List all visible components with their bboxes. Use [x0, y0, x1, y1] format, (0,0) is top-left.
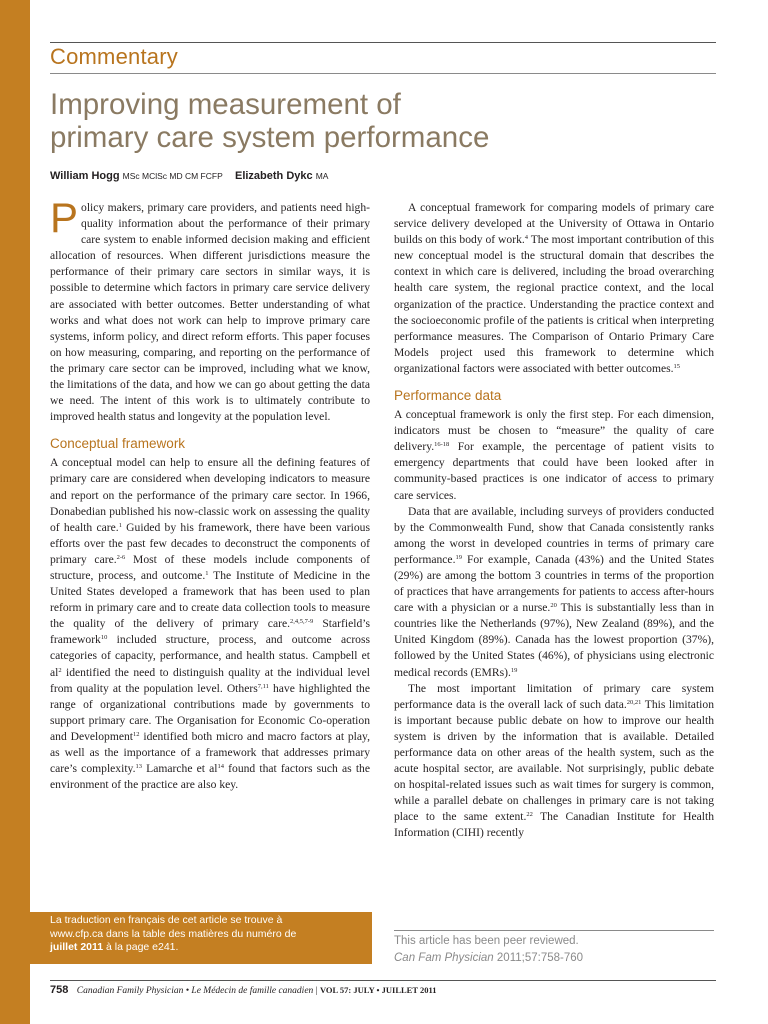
title-line-1: Improving measurement of — [50, 88, 401, 121]
left-column — [50, 194, 370, 793]
author-credentials: MSc MClSc MD CM FCFP — [122, 171, 223, 181]
body-paragraph: A conceptual model can help to ensure all the defining features of primary care are considered when developing indicators to measure and report on the performance of the primary care sector. In 1966, Donabedian published his now-classic work on assessing the quality of health care.$^1$ Guided by his framework, there have been various efforts over the past few decades to deconstruct the components of primary care.$^{2-6}$ Most of these models include components of structure, process, and outcome.$^1$ The Institute of Medicine in the United States developed a framework that has been used to plan reform in primary care and to create data collection tools to measure the quality of the delivery of primary care.$^{2,4,5,7-9}$ Starfield’s framework$^{10}$ included structure, process, and outcome across categories of capacity, performance, and health status. Campbell et $al^2$ identified the need to distinguish quality at the individual level from quality at the population level. Others$^{7,11}$ have highlighted the range of organizational contributions made by governments to support primary care. The Organisation for Economic Co-operation and Development$^{12}$ identified both micro and macro factors at play, as well as the importance of a framework that addresses primary care’s complexity.$^{13}$ Lamarche et $al^{14}$ found that factors such as the environment of the practice are also key. — [50, 456, 370, 792]
footer-rule — [50, 980, 716, 981]
drop-cap: P — [50, 194, 79, 241]
author-name: William Hogg — [50, 170, 120, 182]
top-rule — [50, 42, 716, 43]
body-paragraph: Data that are available, including surveys of providers conducted by the Commonwealth Fund, show that Canada consistently ranks among the worst in developed countries in terms of primary care performance.$^{19}$ For example, Canada (43%) and the United States (29%) are among the bottom 3 countries in terms of the proportion of practices that have arrangements for patients to access after-hours care with a physician or a nurse.$^{20}$ This is substantially less than in countries like the Netherlands (97%), New Zealand (89%), and the United Kingdom (89%). Canada has the lowest proportion (37%), followed by the United States (46%), of physicians using electronic medical records (EMRs).$^{19}$ — [394, 504, 714, 679]
section-rule — [50, 73, 716, 74]
page-footer: 758 Canadian Family Physician • Le Médecin de famille canadien | VOL 57: JULY • JUILLET 2011 — [50, 984, 437, 996]
body-paragraph: A conceptual framework is only the first step. For each dimension, indicators must be chosen to “measure” the quality of care delivery.$^{16-18}$ For example, the percentage of patient visits to emergency departments that could have been looked after in community-based practices is one indicator of access to primary care services. — [394, 408, 714, 502]
heading-conceptual-framework: Conceptual framework — [50, 436, 186, 452]
heading-performance-data: Performance data — [394, 388, 502, 404]
author-line — [50, 170, 328, 182]
page-number: 758 — [50, 984, 69, 996]
journal-name: Can Fam Physician — [394, 952, 494, 964]
section-label: Commentary — [50, 44, 178, 69]
footer-volume: VOL 57: JULY • JUILLET 2011 — [319, 985, 437, 995]
footer-journal: Canadian Family Physician • Le Médecin de famille canadien — [76, 986, 314, 996]
intro-paragraph: Policy makers, primary care providers, and patients need high-quality information about the performance of their primary care system to enable informed decision making and efficient allocation of resources. When different jurisdictions measure the performance of their primary care sectors in similar ways, it is possible to determine which factors in primary care service delivery are associated with better outcomes. Better understanding of what works and what does not work can help to improve primary care systems, inform policy, and direct reform efforts. This paper focuses on how measuring, comparing, and reporting on the performance of the primary care sector can be improved, including what we know, the limitations of the data, and how we can go about getting the data we need. The intent of this work is to ultimately contribute to improved health status and longevity at the population level. — [50, 194, 370, 424]
peer-review-note: This article has been peer reviewed. Can Fam Physician 2011;57:758-760 — [394, 930, 714, 967]
author-credentials: MA — [315, 171, 329, 181]
right-column — [394, 200, 714, 842]
accent-sidebar — [0, 0, 30, 1024]
french-translation-note: La traduction en français de cet article se trouve à www.cfp.ca dans la table des matières du numéro de juillet 2011 à la page e241. — [30, 912, 372, 964]
author-name: Elizabeth Dykc — [234, 170, 313, 182]
title-line-2: primary care system performance — [50, 121, 490, 154]
article-title — [50, 88, 730, 154]
body-paragraph: A conceptual framework for comparing models of primary care service delivery developed at the University of Ottawa in Ontario builds on this body of work.$^4$ The most important contribution of this new conceptual model is the structural domain that describes the context in which care is delivered, including the broad overarching health care system, the regional practice context, and the local organization of the practice. Understanding the practice context and the socioeconomic profile of the patients is critical when interpreting performance measures. The Comparison of Ontario Primary Care Models project used this framework to determine which organizational factors were associated with better outcomes.$^{15}$ — [394, 201, 714, 375]
body-paragraph: The most important limitation of primary care system performance data is the overall lack of such data.$^{20,21}$ This limitation is important because public debate on how to improve our health system is driven by the information that is available. Detailed performance data on other areas of the health system, such as the acute hospital sector, are available. Not surprisingly, public debate on hospital-related issues such as wait times for surgery is common, while a parallel debate on challenges in primary care is not taking place to the same extent.$^{22}$ The Canadian Institute for Health Information (CIHI) recently — [394, 681, 714, 840]
